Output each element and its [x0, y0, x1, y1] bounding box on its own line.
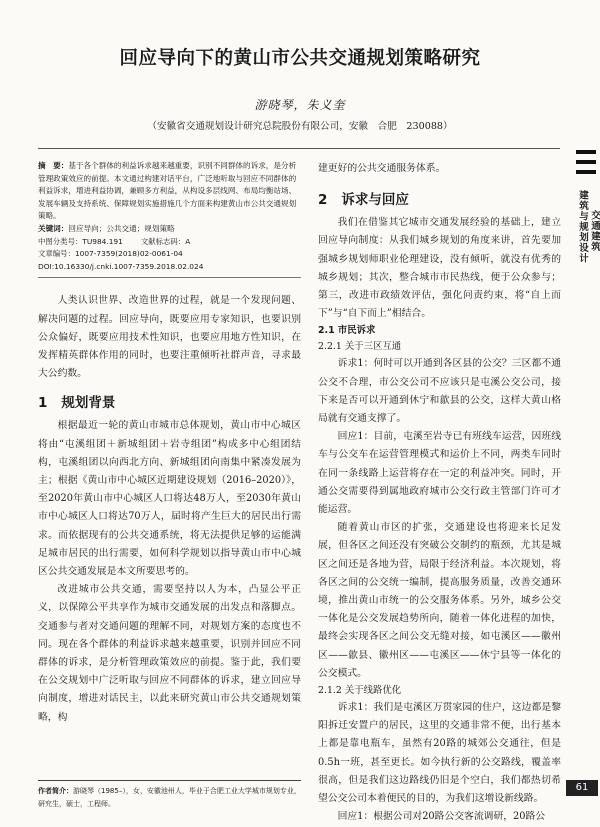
right-column — [318, 160, 561, 827]
section-2-title: 诉求与回应 — [341, 192, 409, 209]
continued-paragraph: 建更好的公共交通服务体系。 — [318, 163, 446, 174]
article-no: 文章编号：1007-7359(2018)02-0061-04 — [38, 249, 183, 259]
doc-code: 文献标志码：A — [140, 236, 191, 246]
authors: 游晓琴，朱义奎 — [254, 98, 346, 112]
clc: 中图分类号：TU984.191 — [38, 236, 123, 246]
abstract-label: 摘 要： — [38, 161, 69, 170]
route-response-1: 回应1：根据公司对20路公交客流调研，20路公 — [337, 811, 546, 823]
abstract — [38, 160, 301, 223]
left-column — [38, 160, 301, 727]
sidebar-label-2: 交通建筑 — [589, 210, 600, 252]
page-number: 61 — [566, 780, 598, 796]
appeal-paragraph-4: 随着黄山市区的扩张，交通建设也将迎来长足发展，但各区之间还没有突破公交制约的瓶颈，尤其是城区之间还是各地为营，局限于经济利益。本次规划，将各区之间的公交统一编制，提高服务质量，改善交通环境，推出黄山市统一的公交服务体系。另外，城乡公交一体化是公交发展趋势所向，随着一体化进程的加快，最终会实现各区之间公交无缝对接，如屯溪区——徽州区——歙县、徽州区——屯溪区——休宁县等一体化的公交模式。 — [318, 522, 561, 679]
background-paragraph-2: 改进城市公共交通，需要坚持以人为本，凸显公平正义，以保障公平共享作为城市交通发展的出发点和落脚点。交通参与者对交通问题的理解不同，对规划方案的态度也不同。现在各个群体的利益诉求越来越重要，识别并回应不同群体的诉求，是分析管理政策效应的前提。鉴于此，我们要在公交规划中广泛听取与回应不同群体的诉求，建立回应导向制度，增进对话民主，以此来研究黄山市公共交通规划策略，构 — [38, 584, 301, 723]
route-request-1: 诉求1：我们是屯溪区万贯家园的住户，这边都是黎阳拆迁安置户的居民，这里的交通非常不便，出行基本上都是靠电瓶车，虽然有20路的城郊公交通往，但是0.5h一班，甚至更长。如今执行新的公交路线，覆盖率很高，但是我们这边路线仍旧是个空白，我们都热切希望公交公司本着便民的目的，为我们这增设新线路。 — [318, 702, 561, 805]
subsection-2-1: 2.1 市民诉求 — [318, 325, 376, 337]
abstract-divider — [38, 277, 301, 292]
section-sidebar — [572, 150, 600, 350]
keywords-text: 回应导向；公共交通；规划策略 — [68, 223, 175, 233]
intro-paragraph: 人类认识世界、改造世界的过程，就是一个发现问题、解决问题的过程。回应导向，既要应用专家知识，也要识别公众偏好，既要应用技术性知识，也要应用地方性知识，在发挥精英群体作用的同时，也要注重倾听社群声音，寻求最大公约数。 — [38, 295, 301, 380]
sidebar-bar-2 — [576, 160, 596, 164]
sidebar-label-1: 建筑与规划设计 — [577, 190, 588, 264]
affiliation: （安徽省交通规划设计研究总院股份有限公司，安徽 合肥 230088） — [147, 121, 453, 132]
section-2-number: 2 — [318, 192, 328, 209]
clc-row — [38, 236, 301, 249]
top-rule — [38, 148, 560, 149]
doi: DOI:10.16330/j.cnki.1007-7359.2018.02.024 — [38, 261, 204, 271]
abstract-text: 基于各个群体的利益诉求越来越重要，识别不同群体的诉求，是分析管理政策效应的前提。本文通过构建对话平台，广泛地听取与回应不同群体的利益诉求，增进利益协调，兼顾多方利益，从构设多层线网、布局均衡站场、发展车辆及支持系统、保障规划实施措施几个方面来构建黄山市公共交通规划策略。 — [38, 161, 297, 221]
appeal-paragraph-1: 我们在借鉴其它城市交通发展经验的基础上，建立回应导向制度：从我们城乡规划的角度来讲，首先要加强城乡规划师职业伦理建设，没有倾听，就没有优秀的城乡规划；其次，整合城市市民热线，便于公众参与；第三，改进市政绩效评估，强化问责约束，将“自上而下”与“自下而上”相结合。 — [318, 217, 561, 320]
appeal-response-1: 回应1：目前，屯溪至岩寺已有班线车运营，因班线车与公交车在运营管理模式和运价上不同，两类车同时在同一条线路上运营将存在一定的利益冲突。同时，开通公交需要得到属地政府城市公交行政主管部门许可才能运营。 — [318, 431, 561, 516]
section-2-heading — [318, 188, 561, 208]
section-1-heading — [38, 391, 301, 411]
footnote-text: 游晓琴（1985–），女，安徽池州人，毕业于合肥工业大学城市规划专业，研究生，硕士，工程师。 — [38, 787, 301, 808]
sidebar-bar-1 — [576, 150, 596, 154]
background-paragraph-1: 根据最近一轮的黄山市城市总体规划，黄山市中心城区将由“屯溪组团＋新城组团＋岩寺组团”构成多中心组团结构，屯溪组团以向西北方向、新城组团向南集中紧凑发展为主；根据《黄山市中心城区近期建设规划（2016–2020）》，至2020年黄山市中心城区人口将达48万人，至2030年黄山市中心城区人口将达70万人，届时将产生巨大的居民出行需求。而依据现有的公共交通系统，将无法提供足够的运能满足城市居民的出行需要，如何科学规划以指导黄山市中心城区公共交通发展是本文所要思考的。 — [38, 420, 301, 577]
appeal-request-1: 诉求1：何时可以开通到各区县的公交？三区都不通公交不合理，市公交公司不应该只是屯溪公交公司，接下来是否可以开通到休宁和歙县的公交，这样大黄山格局就有交通支撑了。 — [318, 358, 561, 425]
section-1-title: 规划背景 — [61, 395, 116, 412]
keywords — [38, 223, 301, 236]
subsection-2-2-1: 2.2.1 关于三区互通 — [318, 341, 402, 353]
subsection-2-1-2: 2.1.2 关于线路优化 — [318, 685, 402, 697]
section-1-number: 1 — [38, 395, 48, 412]
footnote-label: 作者简介： — [38, 787, 73, 795]
keywords-label: 关键词： — [38, 223, 69, 233]
author-footnote — [38, 780, 301, 810]
sidebar-bar-3 — [576, 170, 596, 174]
paper-title: 回应导向下的黄山市公共交通规划策略研究 — [119, 48, 481, 69]
